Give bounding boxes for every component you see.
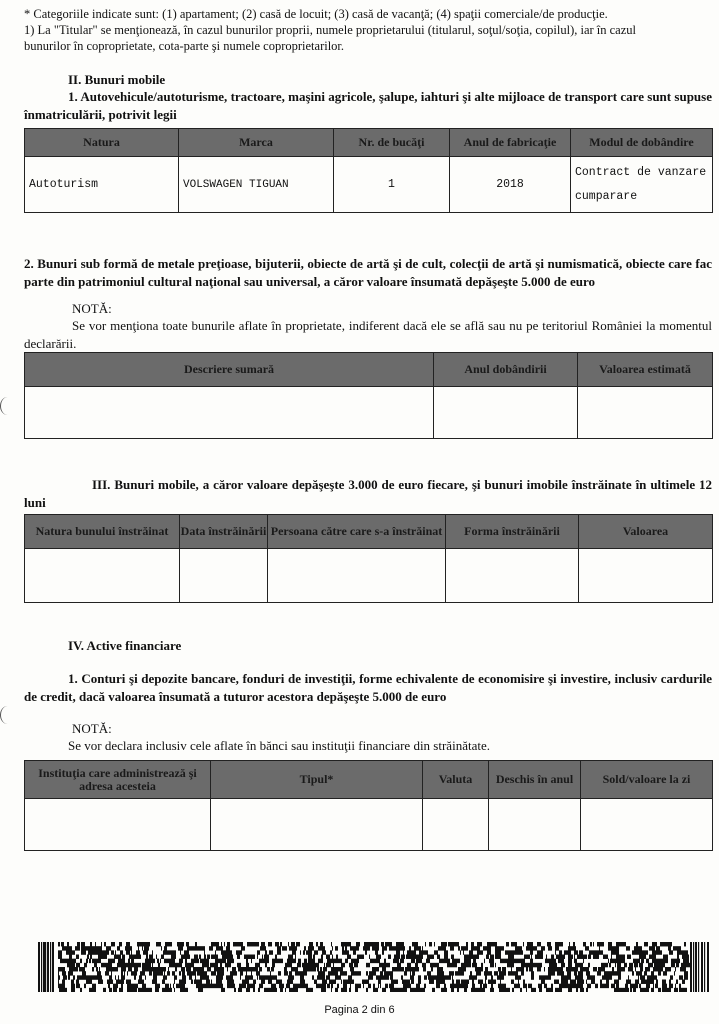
table-row — [25, 157, 713, 213]
margin-mark — [0, 397, 15, 415]
header-valoarea: Valoarea — [579, 515, 713, 549]
header-valoare-estimata: Valoarea estimată — [578, 353, 713, 387]
section-heading-bunuri-mobile: II. Bunuri mobile — [68, 72, 166, 87]
header-valuta: Valuta — [423, 761, 489, 799]
header-descriere: Descriere sumară — [25, 353, 434, 387]
table-bunuri-pretioase — [24, 352, 713, 439]
nota-text: Se vor menţiona toate bunurile aflate în proprietate, indiferent dacă ele se află sau nu pe teritoriul României la momentul declarării. — [24, 318, 712, 351]
header-natura-bun: Natura bunului înstrăinat — [25, 515, 180, 549]
header-persoana: Persoana către care s-a înstrăinat — [268, 515, 446, 549]
barcode-image — [38, 942, 710, 992]
margin-mark — [0, 706, 15, 724]
header-an-fabricatie: Anul de fabricaţie — [450, 129, 571, 157]
subsection-conturi: 1. Conturi şi depozite bancare, fonduri de investiţii, forme echivalente de economisire şi investire, inclusiv cardurile de credit, dacă valoarea însumată a tuturor acestora depăşeşte 5.000 de euro — [24, 671, 712, 704]
table-row — [25, 549, 713, 603]
nota-label: NOTĂ: — [72, 301, 112, 316]
header-sold: Sold/valoare la zi — [581, 761, 713, 799]
cell-bucati: 1 — [334, 157, 450, 213]
table-row — [25, 387, 713, 439]
header-nr-bucati: Nr. de bucăţi — [334, 129, 450, 157]
subsection-bunuri-pretioase: 2. Bunuri sub formă de metale preţioase, bijuterii, obiecte de artă şi de cult, colecţii de artă şi numismatică, obiecte care fac parte din patrimoniul cultural naţional sau universal, a căror valoare însumată depăşeşte 5.000 de euro — [24, 256, 712, 289]
nota-text-active: Se vor declara inclusiv cele aflate în bănci sau instituţii financiare din străinătate. — [68, 738, 490, 753]
page-number: Pagina 2 din 6 — [324, 1004, 395, 1016]
footnote-categories: * Categoriile indicate sunt: (1) apartament; (2) casă de locuit; (3) casă de vacanţă; (4) spaţii comerciale/de producţie. — [24, 7, 608, 21]
header-natura: Natura — [25, 129, 179, 157]
cell-marca: VOLSWAGEN TIGUAN — [179, 157, 334, 213]
header-an-dobandire: Anul dobândirii — [434, 353, 578, 387]
footnote-titular-1: 1) La "Titular" se menţionează, în cazul bunurilor proprii, numele proprietarului (titularul, soţul/soţia, copilul), iar în cazul — [24, 23, 637, 37]
nota-label-active: NOTĂ: — [72, 721, 112, 736]
table-row — [25, 799, 713, 851]
table-conturi — [24, 760, 713, 851]
cell-mod-dobandire: Contract de vanzare cumparare — [571, 157, 713, 213]
header-deschis: Deschis în anul — [489, 761, 581, 799]
header-institutia: Instituţia care administrează şi adresa acesteia — [25, 761, 211, 799]
cell-natura: Autoturism — [25, 157, 179, 213]
footnote-titular-2: bunurilor în coproprietate, cota-parte şi numele coproprietarilor. — [24, 39, 345, 53]
header-mod-dobandire: Modul de dobândire — [571, 129, 713, 157]
subsection-autovehicule: 1. Autovehicule/autoturisme, tractoare, maşini agricole, şalupe, iahturi şi alte mijloace de transport care sunt supuse înmatriculării, potrivit legii — [24, 89, 712, 122]
section-heading-active-financiare: IV. Active financiare — [68, 638, 182, 653]
section-heading-instrainate: III. Bunuri mobile, a căror valoare depăşeşte 3.000 de euro fiecare, şi bunuri imobile înstrăinate în ultimele 12 luni — [24, 477, 712, 510]
header-tipul: Tipul* — [211, 761, 423, 799]
header-data-instrainare: Data înstrăinării — [180, 515, 268, 549]
cell-an: 2018 — [450, 157, 571, 213]
table-autovehicule — [24, 128, 713, 213]
table-instrainate — [24, 514, 713, 603]
header-marca: Marca — [179, 129, 334, 157]
header-forma: Forma înstrăinării — [446, 515, 579, 549]
